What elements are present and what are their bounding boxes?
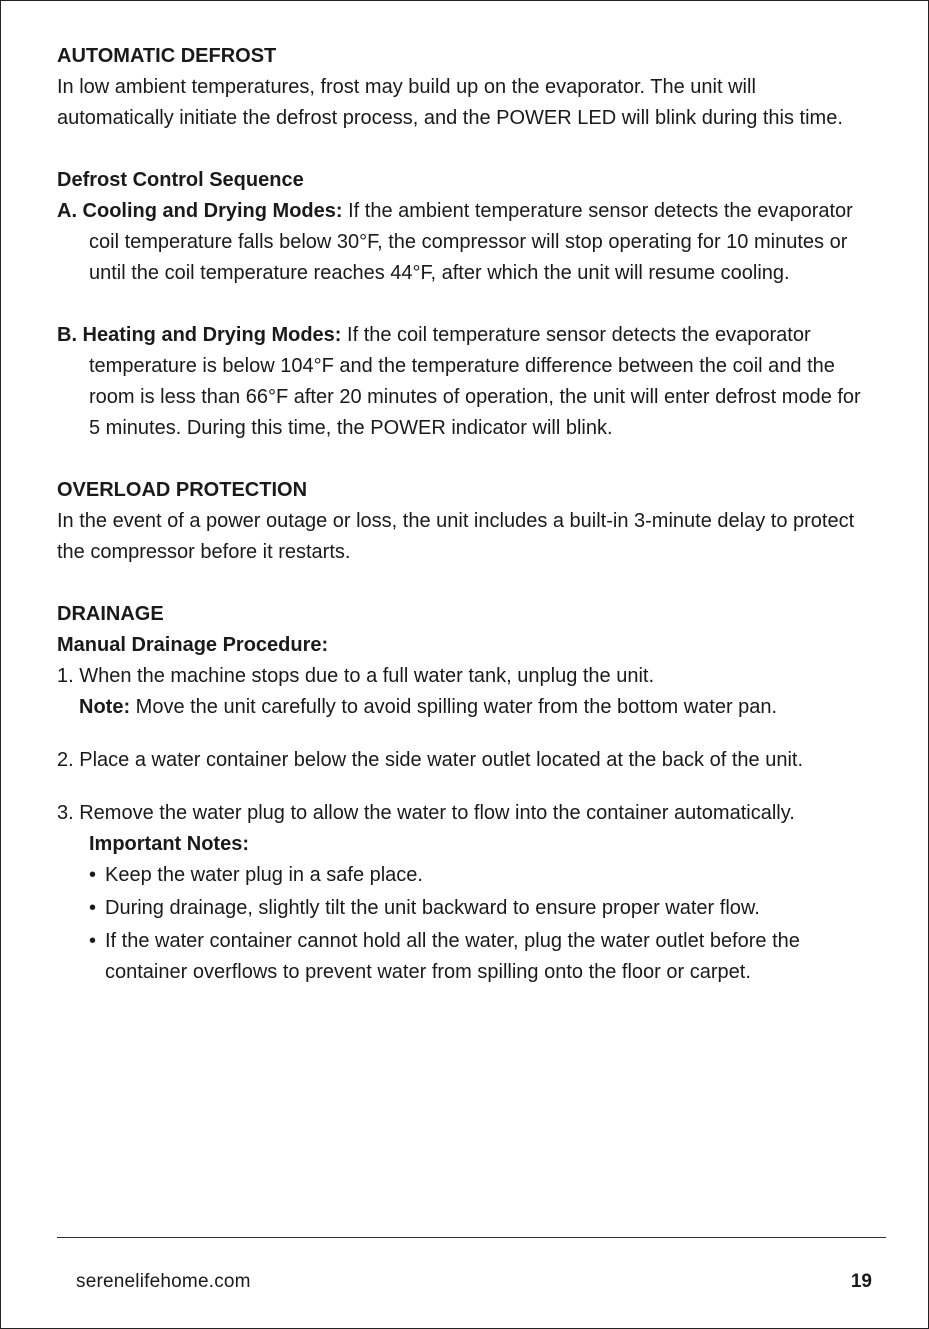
important-notes-title: Important Notes: [89,833,249,855]
automatic-defrost-heading: AUTOMATIC DEFROST [57,45,277,67]
cooling-drying-label: A. Cooling and Drying Modes: [57,200,343,222]
overload-protection-body: In the event of a power outage or loss, the unit includes a built-in 3-minute delay to protect the compressor before it restarts. [57,510,855,563]
drainage-step-1-note [57,692,877,723]
note-label: Note: [79,696,131,718]
note-text: Move the unit carefully to avoid spilling water from the bottom water pan. [130,696,778,718]
manual-drainage-subheading: Manual Drainage Procedure: [57,634,329,656]
important-notes-list [57,860,877,988]
page-number: 19 [850,1271,872,1292]
footer-website: serenelifehome.com [76,1271,251,1292]
overload-protection-heading: OVERLOAD PROTECTION [57,479,308,501]
automatic-defrost-body: In low ambient temperatures, frost may build up on the evaporator. The unit will automatically initiate the defrost process, and the POWER LED will blink during this time. [57,76,843,129]
heating-drying-text: If the coil temperature sensor detects the evaporator temperature is below 104°F and the temperature difference between the coil and the room is less than 66°F after 20 minutes of operation, the unit will enter defrost mode for 5 minutes. During this time, the POWER indicator will blink. [89,324,861,439]
drainage-step-3: 3. Remove the water plug to allow the water to flow into the container automatically. [57,802,795,824]
page-content [57,41,877,990]
defrost-sequence-heading: Defrost Control Sequence [57,169,304,191]
list-item: • Keep the water plug in a safe place. [89,860,877,891]
list-item: • During drainage, slightly tilt the unit backward to ensure proper water flow. [89,893,877,924]
footer-divider [57,1237,886,1238]
heating-drying-paragraph [57,320,877,444]
drainage-heading: DRAINAGE [57,603,164,625]
drainage-step-1: 1. When the machine stops due to a full water tank, unplug the unit. [57,665,655,687]
list-item: • If the water container cannot hold all the water, plug the water outlet before the container overflows to prevent water from spilling onto the floor or carpet. [89,926,877,988]
drainage-step-2: 2. Place a water container below the side water outlet located at the back of the unit. [57,749,804,771]
cooling-drying-paragraph [57,196,877,289]
heating-drying-label: B. Heating and Drying Modes: [57,324,342,346]
cooling-drying-text: If the ambient temperature sensor detects the evaporator coil temperature falls below 30°F, the compressor will stop operating for 10 minutes or until the coil temperature reaches 44°F, after which the unit will resume cooling. [89,200,853,284]
